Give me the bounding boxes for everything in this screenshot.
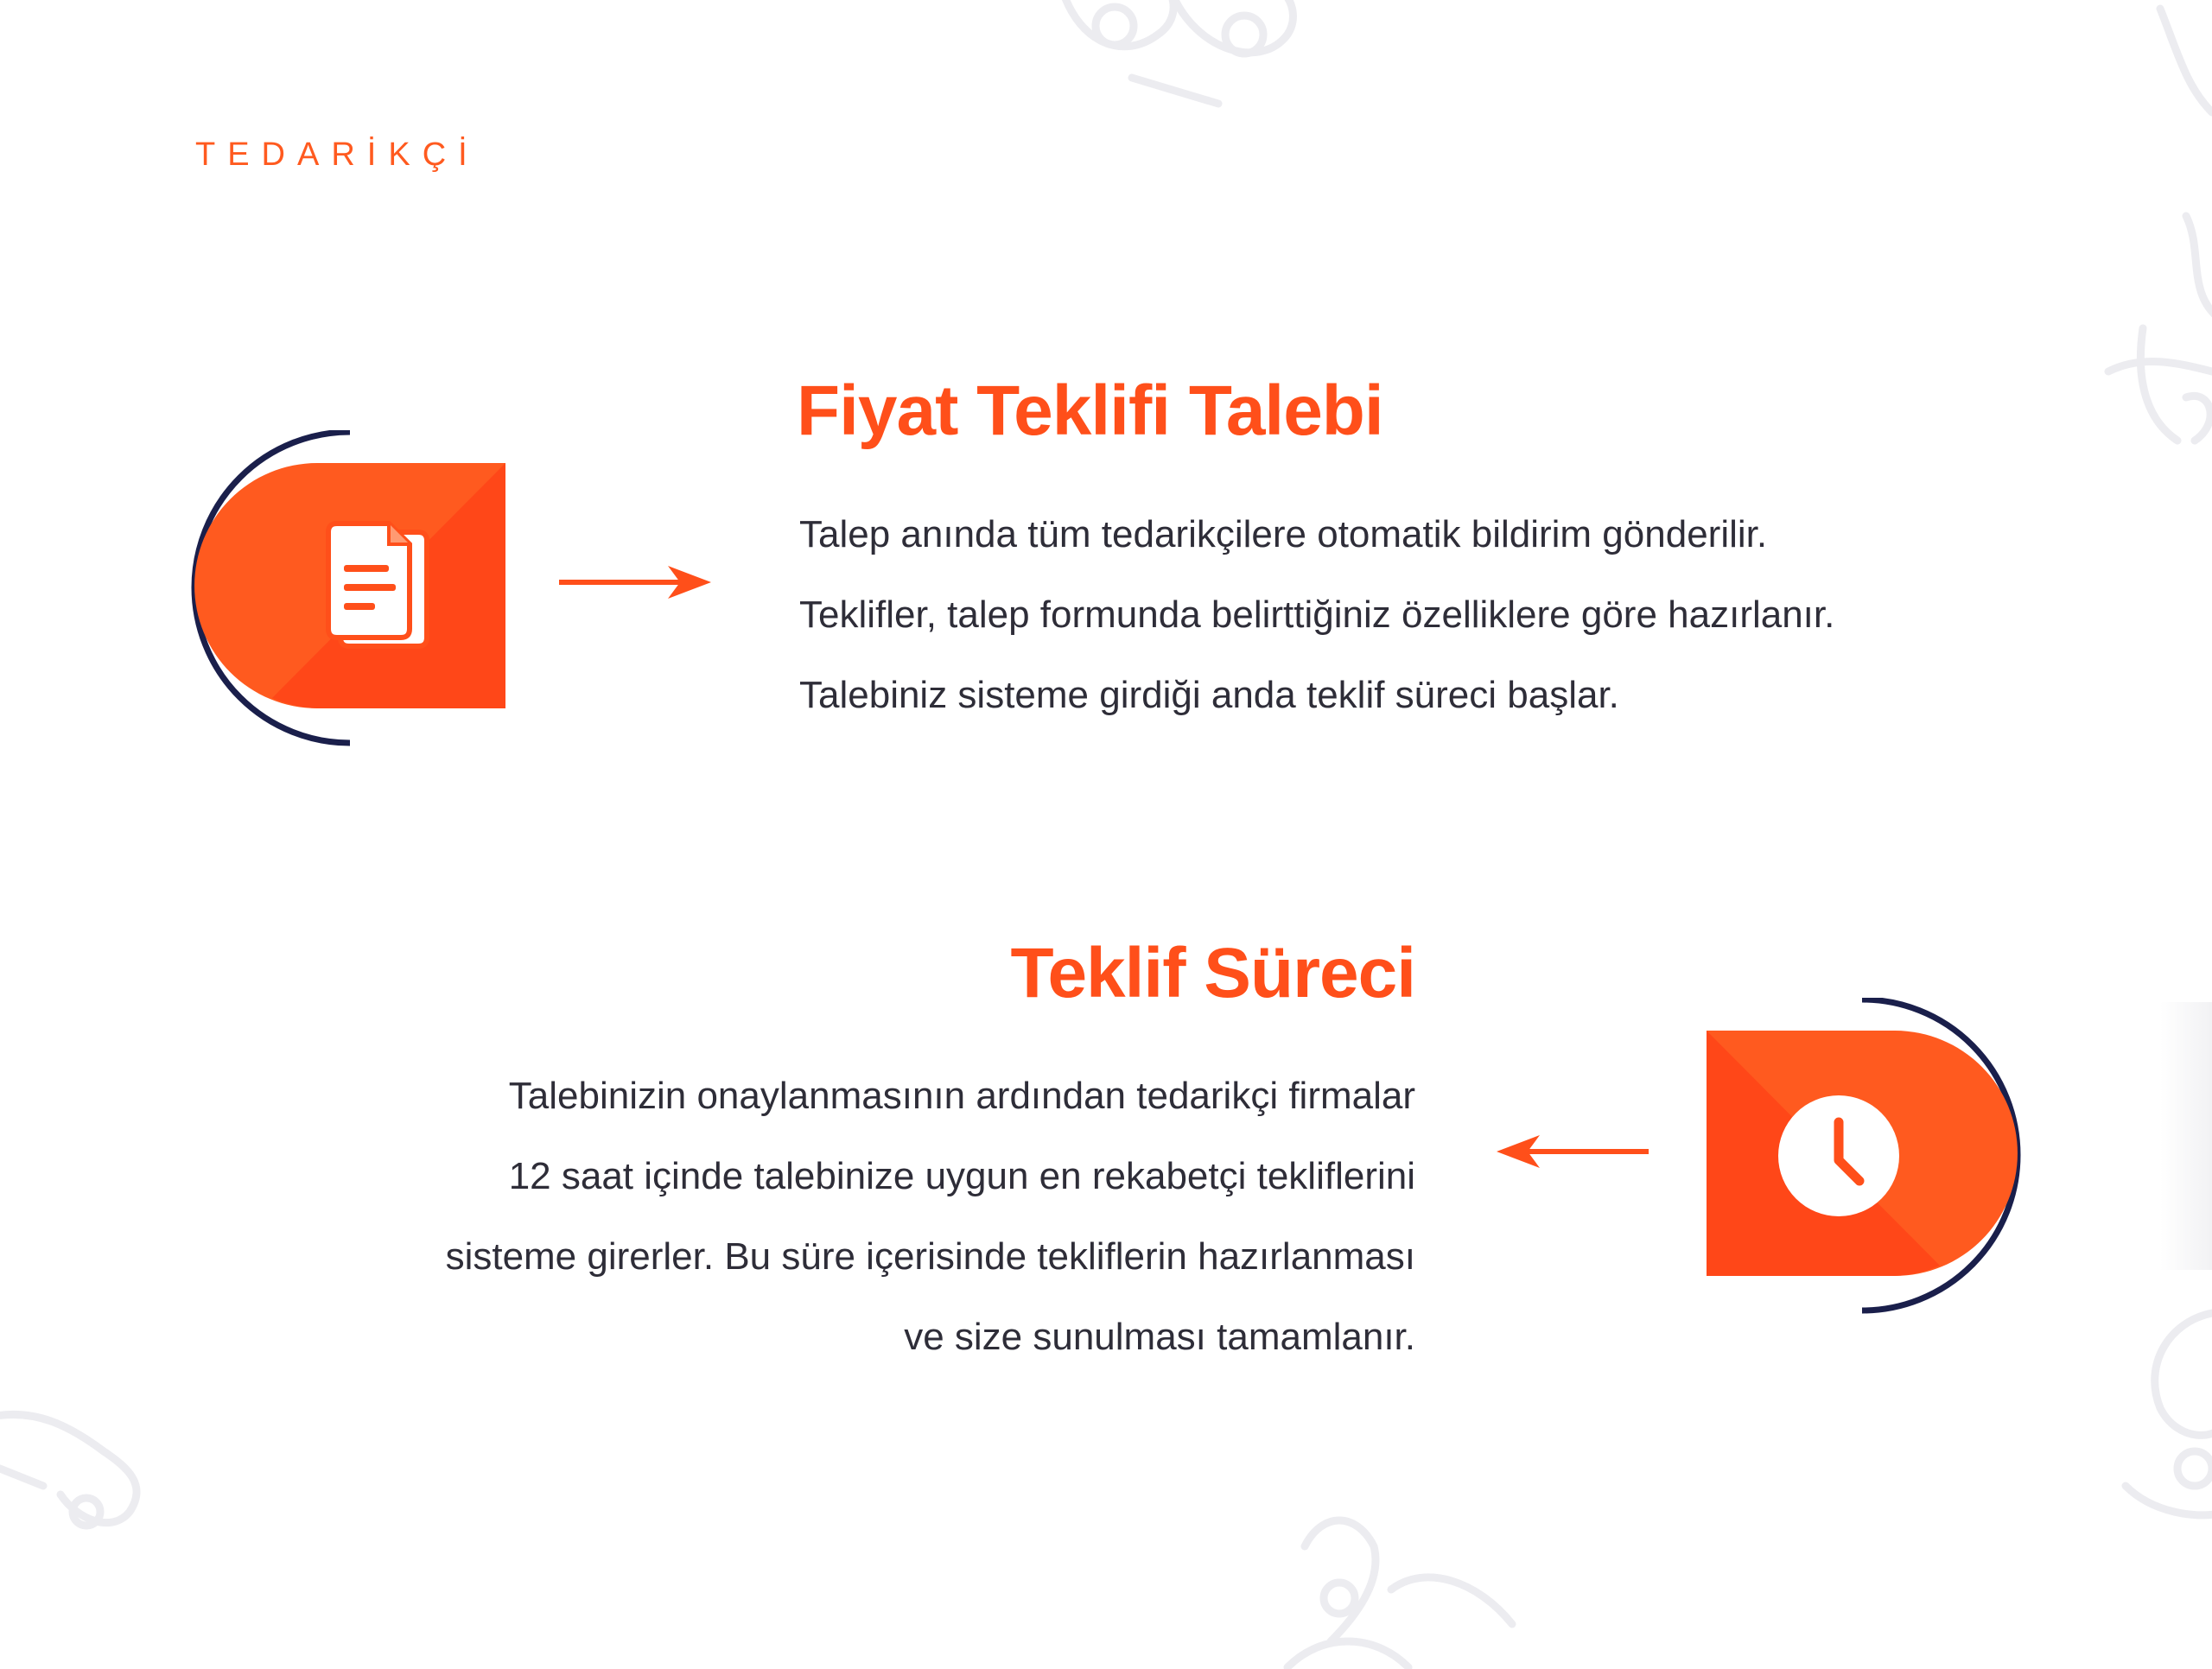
section-description bbox=[799, 494, 1834, 735]
section-description bbox=[446, 1056, 1415, 1377]
description-line: Teklifler, talep formunda belirttiğiniz özelliklere göre hazırlanır. bbox=[799, 593, 1835, 636]
doodle-bottom-center bbox=[1253, 1494, 1529, 1669]
doodle-top bbox=[1046, 0, 1322, 121]
documents-icon-badge bbox=[190, 430, 510, 746]
description-line: ve size sunulması tamamlanır. bbox=[904, 1316, 1415, 1358]
clock-icon bbox=[1778, 1095, 1899, 1216]
doodle-top-right bbox=[2152, 0, 2212, 121]
section-title: Teklif Süreci bbox=[1010, 934, 1415, 1012]
side-fade bbox=[2160, 1002, 2212, 1270]
arrow-left-icon bbox=[1495, 1132, 1650, 1171]
doodle-right bbox=[2091, 199, 2212, 458]
arrow-right-icon bbox=[557, 562, 713, 602]
eyebrow-label: TEDARİKÇİ bbox=[195, 136, 480, 173]
clock-icon-badge bbox=[1702, 998, 2022, 1314]
description-line: sisteme girerler. Bu süre içerisinde tekliflerin hazırlanması bbox=[445, 1235, 1415, 1278]
doodle-bottom-right bbox=[2108, 1296, 2212, 1538]
section-title: Fiyat Teklifi Talebi bbox=[797, 371, 1383, 450]
description-line: 12 saat içinde talebinize uygun en rekabetçi tekliflerini bbox=[508, 1155, 1415, 1197]
doodle-bottom-left bbox=[0, 1391, 173, 1546]
description-line: Talep anında tüm tedarikçilere otomatik bildirim gönderilir. bbox=[799, 513, 1768, 555]
documents-icon bbox=[328, 524, 427, 646]
description-line: Talebiniz sisteme girdiği anda teklif süreci başlar. bbox=[799, 674, 1619, 716]
description-line: Talebinizin onaylanmasının ardından tedarikçi firmalar bbox=[508, 1075, 1415, 1117]
